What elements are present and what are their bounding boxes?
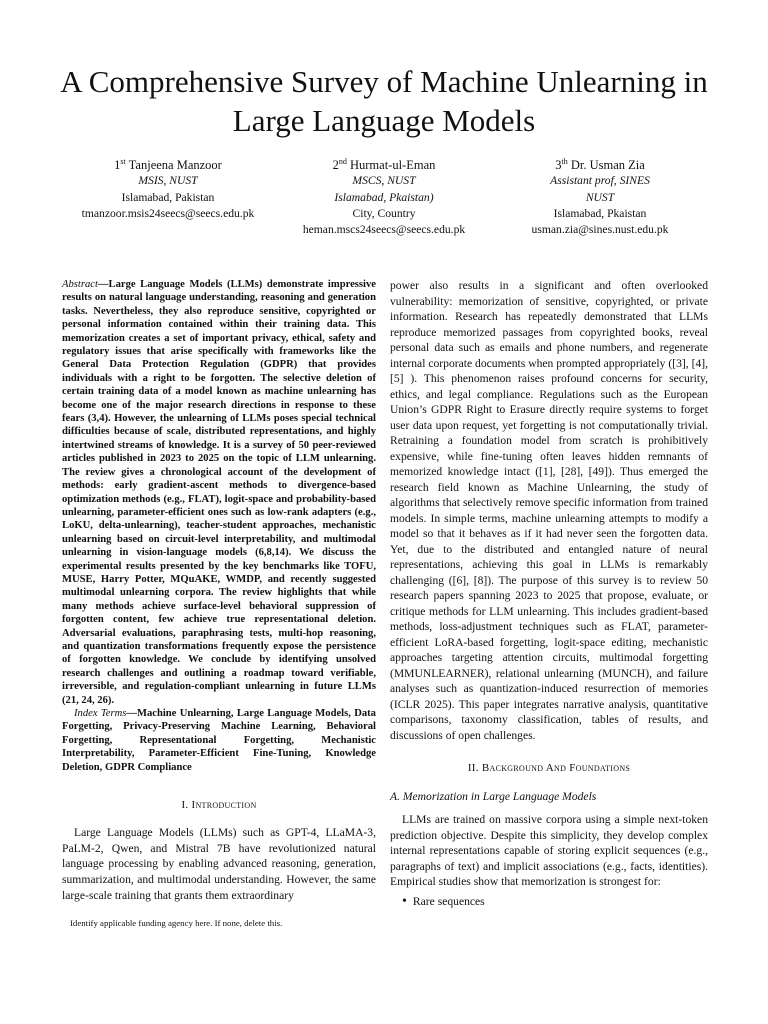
author-affiliation-2: NUST xyxy=(585,190,615,204)
author-affiliation: MSCS, NUST xyxy=(352,174,416,188)
index-terms-text: —Machine Unlearning, Large Language Models, Data Forgetting, Privacy-Preserving Machine Learning, Behavioral Forgetting, Representational Forgetting, Mechanistic Interpretability, Parameter-Efficient Fine-Tuning, Knowledge Deletion, GDPR Compliance xyxy=(62,708,376,773)
author-email: usman.zia@sines.nust.edu.pk xyxy=(531,222,669,236)
author-name: Tanjeena Manzoor xyxy=(128,158,222,173)
body-paragraph: LLMs are trained on massive corpora using a simple next-token prediction objective. Despite this simplicity, they develop complex internal representations capable of storing explicit sequences (e.g., paragraphs of text) and implicit associations (e.g., facts, identities). Empirical studies show that memorization is strongest for: xyxy=(390,813,708,888)
author-affiliation: MSIS, NUST xyxy=(138,174,198,188)
intro-paragraph: Large Language Models (LLMs) such as GPT-4, LLaMA-3, PaLM-2, Qwen, and Mistral 7B have revolutionized natural language processing by enabling advanced reasoning, generation, summarization, and multimodal understanding. However, the same large-scale training that grants them extraordinary xyxy=(62,826,376,902)
author-name: Hurmat-ul-Eman xyxy=(349,158,436,173)
author-1: 1st Tanjeena Manzoor MSIS, NUST Islamabad, Pakistan tmanzoor.msis24seecs@seecs.edu.pk xyxy=(60,154,276,238)
abstract xyxy=(62,278,376,707)
author-affiliation: Assistant prof, SINES xyxy=(550,174,650,188)
author-3: 3th Dr. Usman Zia Assistant prof, SINES NUST Islamabad, Pkaistan usman.zia@sines.nust.edu.pk xyxy=(492,154,708,238)
author-block xyxy=(60,154,708,238)
bullet-list xyxy=(402,894,708,910)
abstract-label: Abstract xyxy=(62,279,98,290)
author-affiliation-2: Islamabad, Pkaistan) xyxy=(334,190,434,204)
paper-title: A Comprehensive Survey of Machine Unlearning in Large Language Models xyxy=(60,64,708,138)
list-item: • Rare sequences xyxy=(402,894,708,910)
author-email: heman.mscs24seecs@seecs.edu.pk xyxy=(302,222,466,236)
footnote: Identify applicable funding agency here. If none, delete this. xyxy=(70,918,283,928)
section-heading: I. Introduction xyxy=(181,799,257,812)
body-paragraph: power also results in a significant and often overlooked vulnerability: memorization of sensitive, copyrighted, or private information. Research has repeatedly demonstrated that LLMs reproduce memorized passages from copyrighted books, reveal personal data such as emails and phone numbers, and regenerate internal corporate documents when prompted appropriately ([3], [4], [5] ). This phenomenon raises profound concerns for security, ethics, and legal compliance. Regulations such as the European Union’s GDPR Right to Erasure directly require systems to forget user data upon request, yet forgetting is not computationally trivial. Retraining a foundation model from scratch is prohibitively expensive, while fine-tuning often leaves hidden remnants of memorized knowledge intact ([1], [28], [49]). Thus emerged the research field known as Machine Unlearning, the study of algorithms that selectively remove specific information from trained models. In simple terms, machine unlearning attempts to modify a model so that it behaves as if it had never seen the forgotten data. Yet, due to the distributed and entangled nature of neural representations, achieving this goal in LLMs is remarkably challenging ([6], [8]). The purpose of this survey is to review 50 research papers spanning 2023 to 2025 that propose, evaluate, or critique methods for LLM unlearning. This includes gradient-based methods, loss-adjustment techniques such as FLAT, parameter-efficient LoRA-based forgetting, logit-space editing, mechanistic approaches targeting attention circuits, multimodal forgetting (MMUNLEARNER), relational unlearning (MUNCH), and failure analyses such as quantization-induced resurrection of memories (ICLR 2025). This paper integrates narrative analysis, quantitative comparisons, taxonomy classification, tables of results, and discussions of open challenges. xyxy=(390,279,708,742)
left-column xyxy=(62,278,376,903)
author-location: City, Country xyxy=(352,206,416,220)
author-email: tmanzoor.msis24seecs@seecs.edu.pk xyxy=(81,206,255,220)
author-location: Islamabad, Pakistan xyxy=(121,190,215,204)
right-column xyxy=(390,278,708,909)
author-name: Dr. Usman Zia xyxy=(570,158,645,173)
index-terms-label: Index Terms xyxy=(74,708,127,719)
abstract-text: —Large Language Models (LLMs) demonstrate impressive results on natural language understanding, reasoning and generation tasks. Nevertheless, they also reproduce sensitive, copyrighted or personal information contained within their training data. This memorization creates a set of important privacy, ethical, safety and regulatory issues that arise specifically with frameworks like the General Data Protection Regulation (GDPR) that provides individuals with a right to be forgotten. The selective deletion of certain training data of a model known as machine unlearning has become one of the major research directions in response to these fears (3,4). However, the unlearning of LLMs poses special technical difficulties because of scale, distributed representations, and highly intertwined streams of knowledge. It is a survey of 50 peer-reviewed articles published in 2023 to 2025 on the topic of LLM unlearning. The review gives a chronological account of the development of methods: early gradient-ascent methods to divergence-based optimization methods (e.g., FLAT), logit-space and probability-based unlearning, parameter-efficient ones such as low-rank adapters (e.g., LoKU, delta-unlearning), teacher-student approaches, mechanistic unlearning based on circuit-level interpretability, and multimodal unlearning in vision-language models (6,8,14). We discuss the experimental results presented by the key benchmarks like TOFU, MUSE, Harry Potter, MQuAKE, WMDP, and recently suggested multimodal unlearning corpora. The review highlights that while many methods achieve surface-level behavioral suppression of forgotten content, few achieve true representational deletion. Adversarial evaluations, paraphrasing tests, multi-hop reasoning, and quantization transformations frequently expose the persistence of forgotten knowledge. We conclude by identifying unsolved research challenges and outlining a roadmap toward verifiable, irreversible, and regulation-compliant unlearning in future LLMs (21, 24, 26). xyxy=(62,279,376,706)
author-2: 2nd Hurmat-ul-Eman MSCS, NUST Islamabad, Pkaistan) City, Country heman.mscs24seecs@seecs.edu.pk xyxy=(276,154,492,238)
index-terms xyxy=(62,707,376,774)
author-location: Islamabad, Pkaistan xyxy=(553,206,647,220)
subsection-heading: A. Memorization in Large Language Models xyxy=(390,789,597,803)
section-heading: II. Background And Foundations xyxy=(467,762,631,774)
